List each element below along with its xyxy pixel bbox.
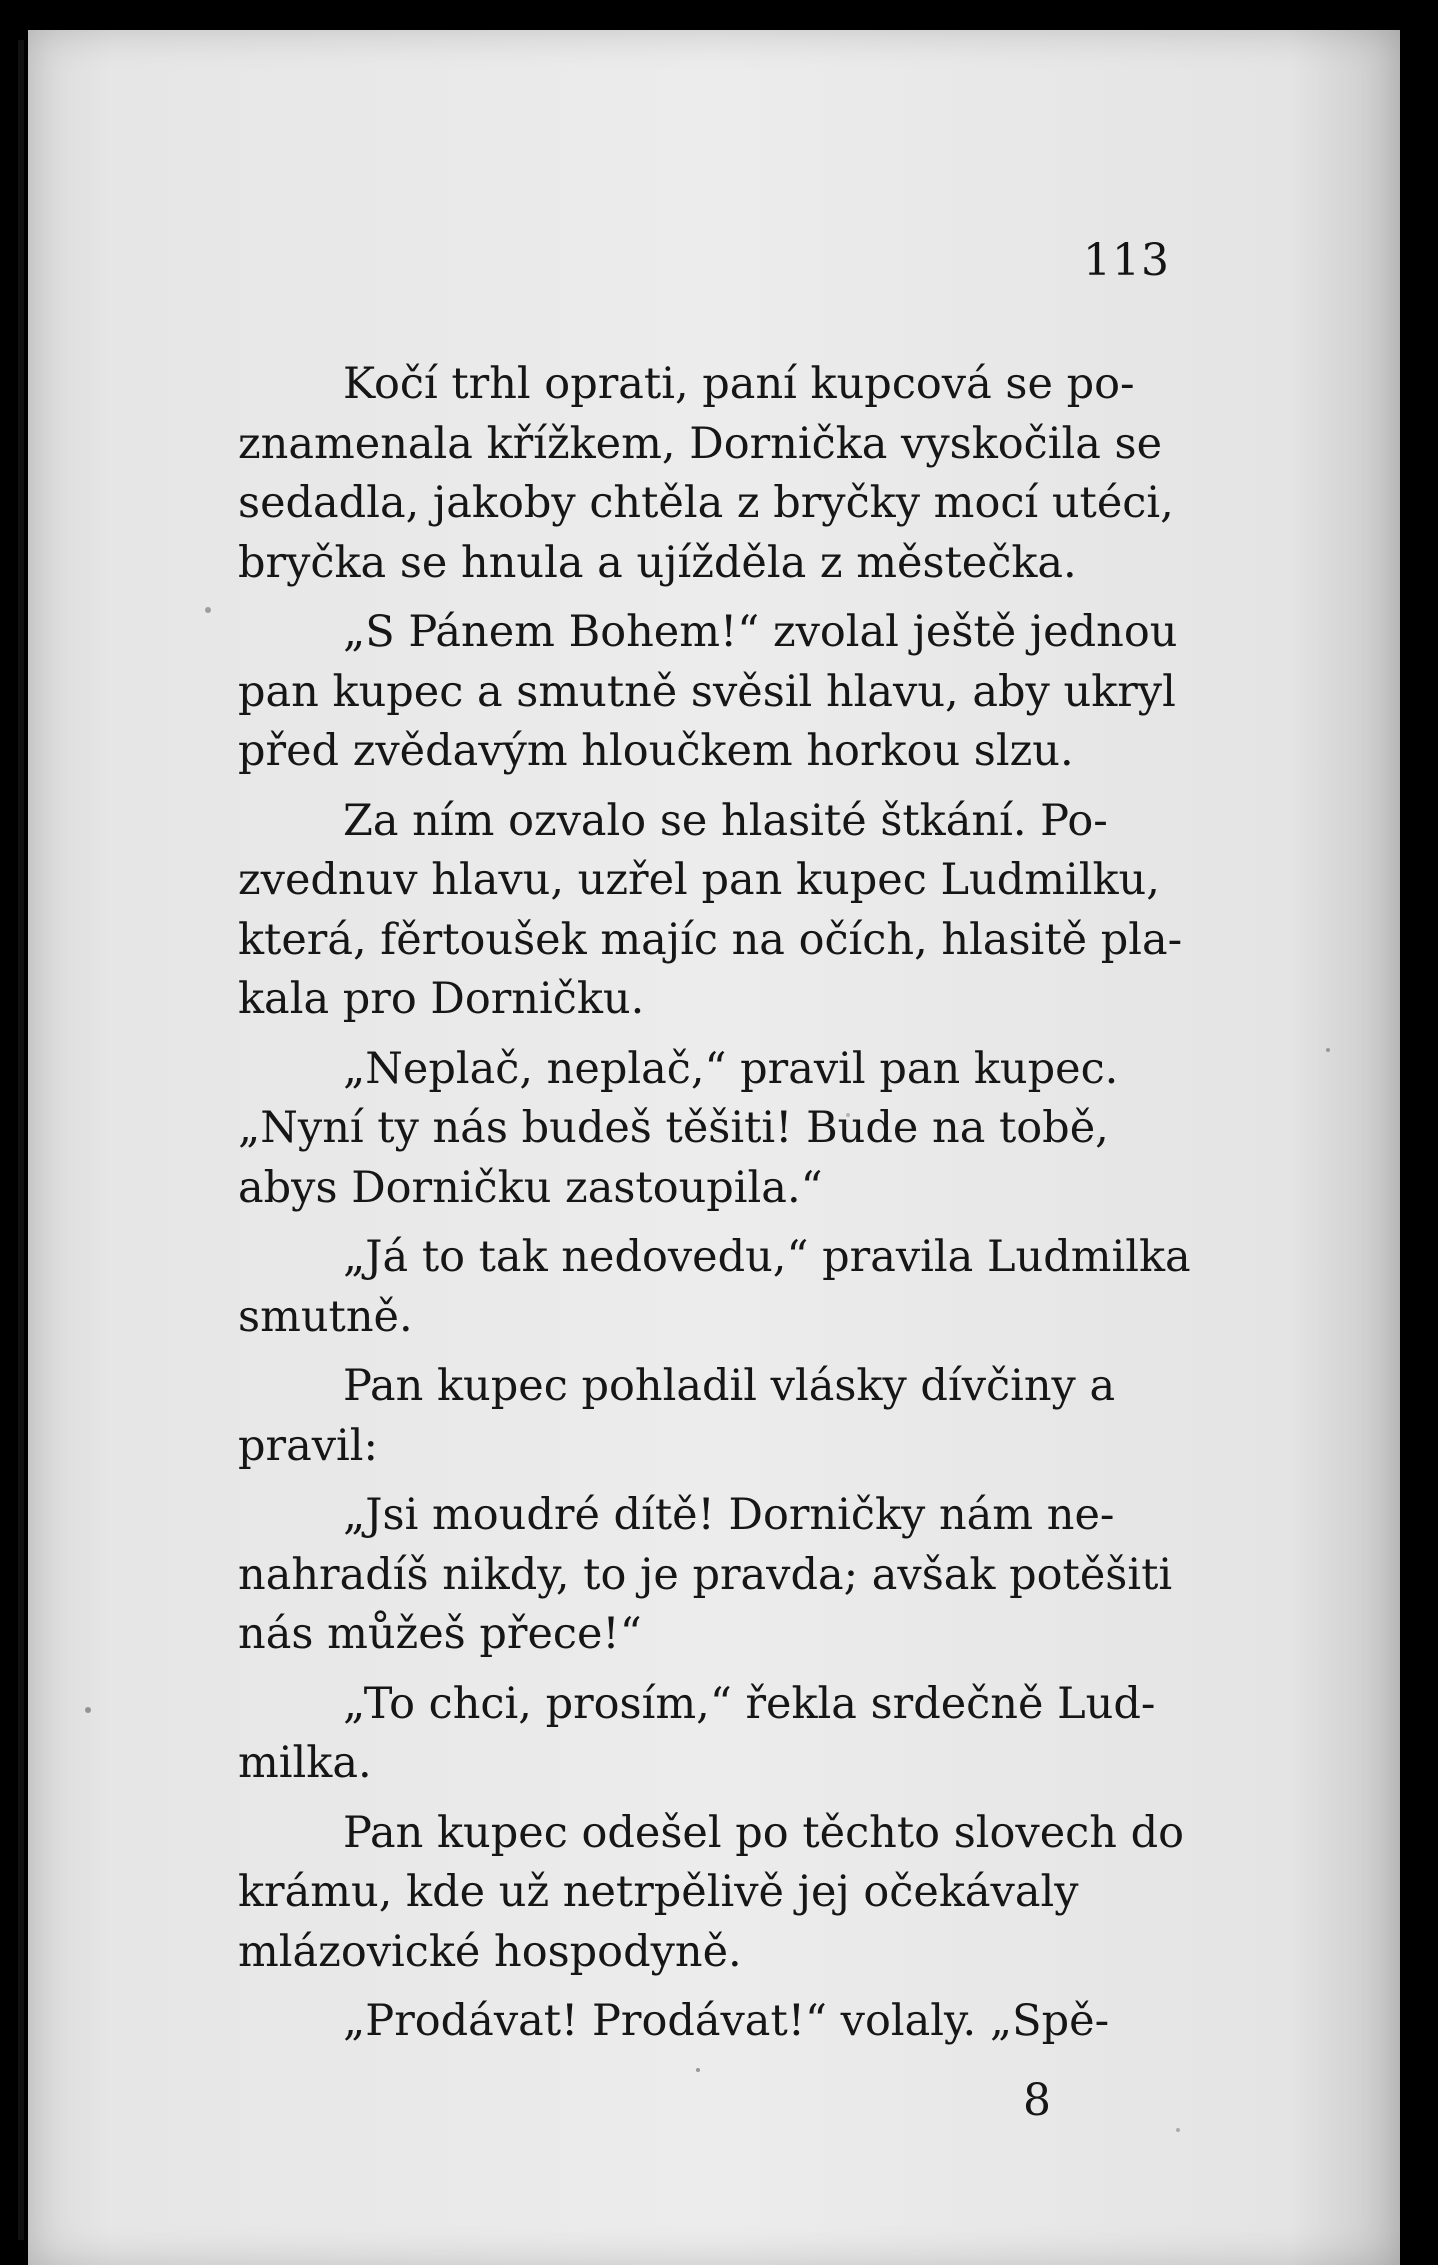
paragraph: Pan kupec pohladil vlásky dívčiny a pravil: — [238, 1361, 1116, 1471]
paragraph: „To chci, prosím,“ řekla srdečně Lud- milka. — [238, 1678, 1156, 1788]
page-number: 113 — [1083, 235, 1170, 286]
paragraph: „Prodávat! Prodávat!“ volaly. „Spě- — [343, 1996, 1110, 2046]
body-text — [238, 355, 1238, 2052]
book-page — [28, 30, 1400, 2265]
paragraph: Za ním ozvalo se hlasité štkání. Po- zvednuv hlavu, uzřel pan kupec Ludmilku, která, fěrtoušek majíc na očích, hlasitě pla- kala pro Dorničku. — [238, 795, 1183, 1024]
binding-edge — [18, 40, 24, 2240]
signature-mark: 8 — [1023, 2075, 1051, 2126]
paragraph: „S Pánem Bohem!“ zvolal ještě jednou pan kupec a smutně svěsil hlavu, aby ukryl před zvědavým hloučkem horkou slzu. — [238, 607, 1178, 776]
paragraph: Pan kupec odešel po těchto slovech do krámu, kde už netrpělivě jej očekávaly mlázovické hospodyně. — [238, 1807, 1184, 1977]
paragraph: „Neplač, neplač,“ pravil pan kupec. „Nyní ty nás budeš těšiti! Bude na tobě, abys Dorničku zastoupila.“ — [238, 1043, 1119, 1213]
paragraph: „Jsi moudré dítě! Dorničky nám ne- nahradíš nikdy, to je pravda; avšak potěšiti nás můžeš přece!“ — [238, 1490, 1173, 1659]
paragraph: Kočí trhl oprati, paní kupcová se po- znamenala křížkem, Dornička vyskočila se sedadla, jakoby chtěla z bryčky mocí utéci, bryčka se hnula a ujížděla z městečka. — [238, 359, 1174, 588]
paragraph: „Já to tak nedovedu,“ pravila Ludmilka smutně. — [238, 1232, 1191, 1342]
